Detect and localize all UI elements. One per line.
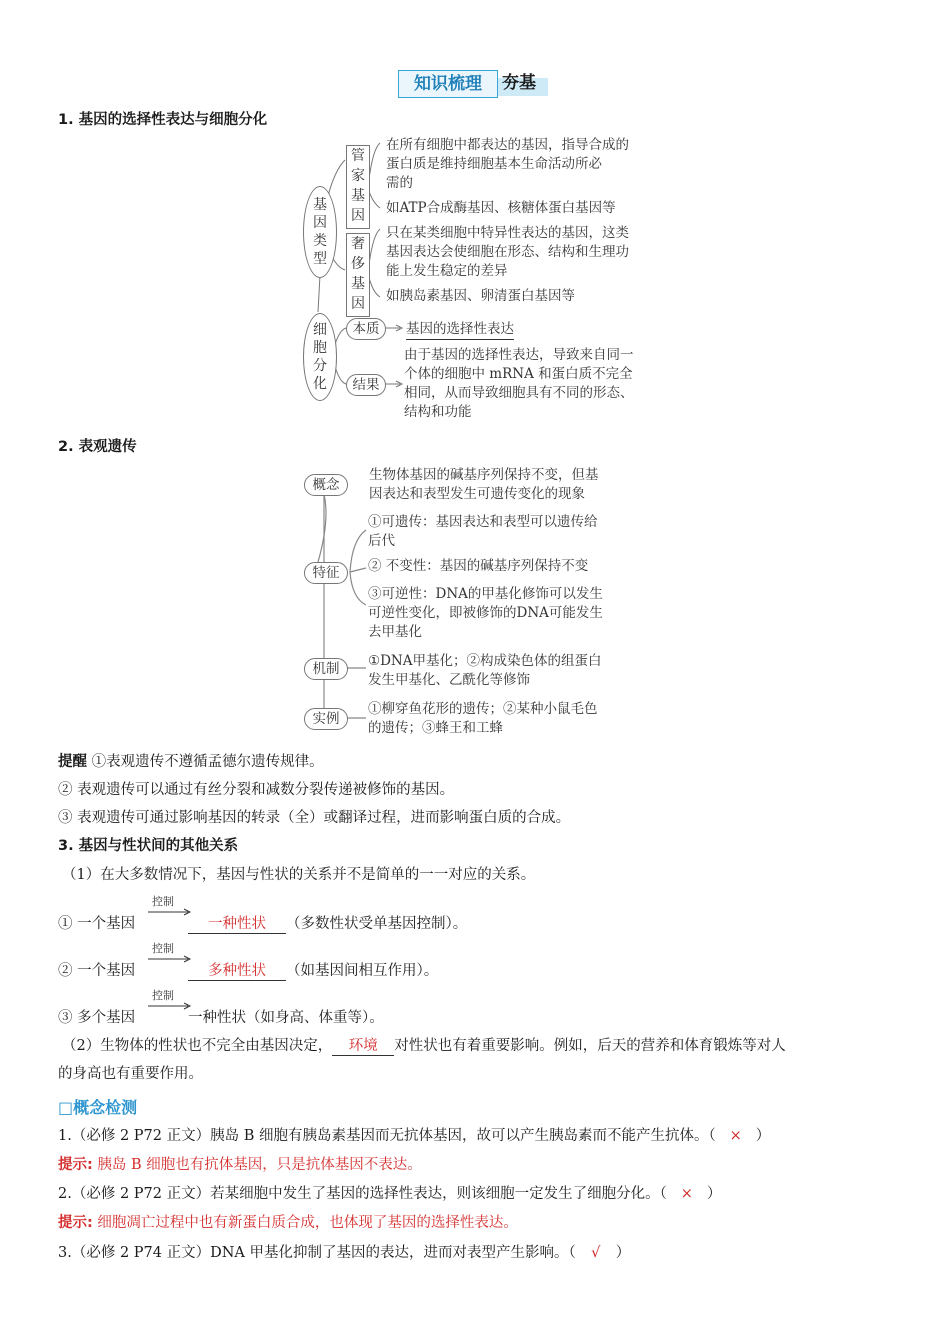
luxury-gene-node: 奢 侈 基 因 (346, 233, 370, 317)
example-node: 实例 (304, 708, 348, 730)
section1-title: 1. 基因的选择性表达与细胞分化 (58, 112, 268, 128)
housekeeping-desc: 在所有细胞中都表达的基因，指导合成的 蛋白质是维持细胞基本生命活动所必 需的 (386, 137, 629, 191)
mechanism-text: ①DNA甲基化；②构成染色体的组蛋白 发生甲基化、乙酰化等修饰 (368, 653, 602, 688)
luxury-desc: 只在某类细胞中特异性表达的基因，这类 基因表达会使细胞在形态、结构和生理功 能上发生稳定的差异 (386, 225, 629, 279)
answer-mark-1: × (729, 1128, 742, 1144)
question-1: 1.（必修 2 P72 正文）胰岛 B 细胞有胰岛素基因而无抗体基因，故可以产生胰岛素而不能产生抗体。（ × ） (58, 1128, 771, 1144)
section3-p1: （1）在大多数情况下，基因与性状的关系并不是简单的一一对应的关系。 (62, 867, 536, 883)
feature-3: ③可逆性：DNA的甲基化修饰可以发生 可逆性变化，即被修饰的DNA可能发生 去甲基化 (368, 586, 603, 640)
result-text: 由于基因的选择性表达，导致来自同一 个体的细胞中 mRNA 和蛋白质不完全 相同，从而导致细胞具有不同的形态、 结构和功能 (404, 347, 634, 420)
question-3: 3.（必修 2 P74 正文）DNA 甲基化抑制了基因的表达，进而对表型产生影响。（ √ ） (58, 1245, 631, 1261)
relation-row-3-answer: 一种性状（如身高、体重等）。 (188, 1010, 384, 1026)
badge-label: 知识梳理 (398, 70, 498, 98)
cell-differentiation-node: 细 胞 分 化 (303, 313, 337, 401)
concept-node: 概念 (304, 474, 348, 496)
gene-types-node: 基 因 类 型 (303, 186, 337, 278)
reminder-line-1: 提醒 ①表观遗传不遵循孟德尔遗传规律。 (58, 754, 324, 770)
feature-1: ①可遗传：基因表达和表型可以遗传给 后代 (368, 514, 598, 549)
feature-2: ② 不变性：基因的碱基序列保持不变 (368, 558, 589, 574)
answer-mark-2: × (680, 1186, 693, 1202)
question-2: 2.（必修 2 P72 正文）若某细胞中发生了基因的选择性表达，则该细胞一定发生了细胞分化。（ × ） (58, 1186, 722, 1202)
example-text: ①柳穿鱼花形的遗传；②某种小鼠毛色 的遗传；③蜂王和工蜂 (368, 701, 598, 736)
concept-text: 生物体基因的碱基序列保持不变，但基 因表达和表型发生可遗传变化的现象 (369, 467, 599, 502)
concept-check-title: □概念检测 (58, 1098, 138, 1117)
housekeeping-gene-node: 管 家 基 因 (346, 145, 370, 229)
reminder-line-3: ③ 表观遗传可通过影响基因的转录（全）或翻译过程，进而影响蛋白质的合成。 (58, 810, 571, 826)
hint-1: 提示: 胰岛 B 细胞也有抗体基因，只是抗体基因不表达。 (58, 1157, 422, 1173)
luxury-example: 如胰岛素基因、卵清蛋白基因等 (386, 288, 575, 304)
relation-row-3: ③ 多个基因 (58, 1010, 136, 1026)
section3-title: 3. 基因与性状间的其他关系 (58, 838, 239, 854)
relation-row-2-answer: 多种性状 （如基因间相互作用）。 (188, 959, 438, 981)
relation-row-2: ② 一个基因 (58, 963, 136, 979)
essence-text: 基因的选择性表达 (406, 320, 514, 340)
answer-mark-3: √ (591, 1245, 601, 1261)
essence-node: 本质 (346, 318, 386, 340)
section3-p2-cont: 的身高也有重要作用。 (58, 1066, 203, 1082)
result-node: 结果 (346, 374, 386, 396)
reminder-label: 提醒 (58, 754, 87, 770)
hint-2: 提示: 细胞凋亡过程中也有新蛋白质合成，也体现了基因的选择性表达。 (58, 1215, 518, 1231)
feature-node: 特征 (304, 562, 348, 584)
housekeeping-example: 如ATP合成酶基因、核糖体蛋白基因等 (386, 200, 616, 216)
mechanism-node: 机制 (304, 658, 348, 680)
badge-tail: 夯基 (502, 73, 536, 93)
section2-title: 2. 表观遗传 (58, 439, 137, 455)
relation-row-1-answer: 一种性状 （多数性状受单基因控制）。 (188, 912, 467, 934)
relation-row-1: ① 一个基因 (58, 916, 136, 932)
section3-p2: （2）生物体的性状也不完全由基因决定， 环境 对性状也有着重要影响。例如，后天的营养和体育锻炼等对人 (62, 1034, 786, 1056)
reminder-line-2: ② 表观遗传可以通过有丝分裂和减数分裂传递被修饰的基因。 (58, 782, 455, 798)
